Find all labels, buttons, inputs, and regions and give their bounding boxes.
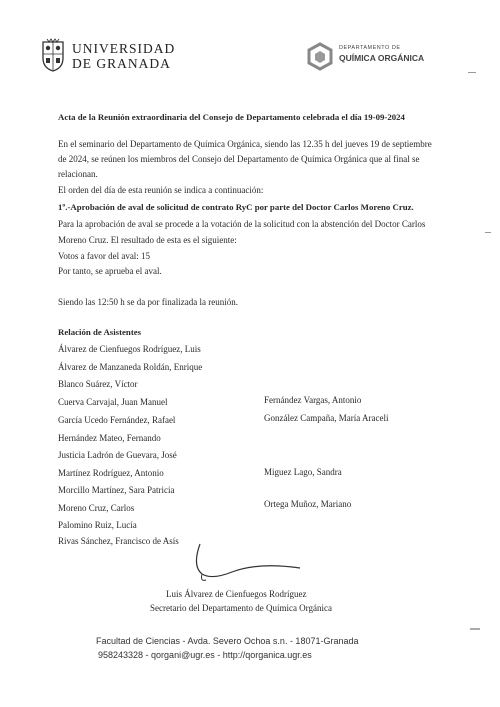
university-crest-icon — [40, 38, 66, 72]
agenda-item: 1º.-Aprobación de aval de solicitud de contrato RyC por parte del Doctor Carlos Moreno Cruz. — [58, 202, 414, 212]
attendee-right: González Campaña, María Araceli — [264, 413, 389, 423]
document-title: Acta de la Reunión extraordinaria del Consejo de Departamento celebrada el día 19-09-2024 — [58, 112, 405, 122]
footer-contact: 958243328 - qorgani@ugr.es - http://qorganica.ugr.es — [98, 650, 312, 660]
attendee-left: Justicia Ladrón de Guevara, José — [58, 450, 177, 460]
attendee-right: Fernández Vargas, Antonio — [264, 395, 362, 405]
attendee-left: Álvarez de Cienfuegos Rodríguez, Luis — [58, 344, 201, 354]
intro-line-2: de 2024, se reúnen los miembros del Consejo del Departamento de Química Orgánica que al final se — [58, 154, 420, 164]
attendee-left: Morcillo Martínez, Sara Patricia — [58, 485, 175, 495]
university-name-line2: DE GRANADA — [72, 56, 171, 71]
approval-line-1: Para la aprobación de aval se procede a la votación de la solicitud con la abstención del Doctor Carlos — [58, 219, 426, 229]
footer-address: Facultad de Ciencias - Avda. Severo Ochoa s.n. - 18071-Granada — [96, 636, 359, 646]
scan-mark — [470, 628, 480, 630]
attendee-left: Cuerva Carvajal, Juan Manuel — [58, 397, 168, 407]
intro-line-1: En el seminario del Departamento de Química Orgánica, siendo las 12.35 h del jueves 19 de septiembre — [58, 139, 432, 149]
handwritten-signature — [188, 538, 308, 588]
department-label: QUÍMICA ORGÁNICA — [339, 53, 425, 63]
department-label-small: DEPARTAMENTO DE — [339, 45, 401, 51]
agenda-intro: El orden del día de esta reunión se indica a continuación: — [58, 185, 264, 195]
attendees-heading: Relación de Asistentes — [58, 327, 142, 337]
conclusion: Por tanto, se aprueba el aval. — [58, 266, 162, 276]
intro-line-3: relacionan. — [58, 169, 98, 179]
attendee-left: Palomino Ruiz, Lucía — [58, 520, 137, 530]
attendee-right: Miguez Lago, Sandra — [264, 467, 342, 477]
department-logo-icon — [306, 42, 334, 72]
scan-mark — [485, 232, 491, 233]
votes-result: Votos a favor del aval: 15 — [58, 251, 151, 261]
attendee-left: Álvarez de Manzaneda Roldán, Enrique — [58, 362, 203, 372]
attendee-left: Blanco Suárez, Víctor — [58, 379, 138, 389]
signatory-role: Secretario del Departamento de Química Orgánica — [150, 603, 333, 613]
attendee-left: Moreno Cruz, Carlos — [58, 503, 135, 513]
attendee-left: García Ucedo Fernández, Rafael — [58, 415, 176, 425]
scan-mark — [468, 72, 476, 73]
approval-line-2: Moreno Cruz. El resultado de esta es el siguiente: — [58, 235, 237, 245]
attendee-left: Rivas Sánchez, Francisco de Asís — [58, 536, 179, 546]
closing-statement: Siendo las 12:50 h se da por finalizada la reunión. — [58, 297, 238, 307]
attendee-left: Martínez Rodríguez, Antonio — [58, 468, 164, 478]
attendee-left: Hernández Mateo, Fernando — [58, 433, 161, 443]
signatory-name: Luis Álvarez de Cienfuegos Rodríguez — [166, 589, 307, 599]
university-name-line1: UNIVERSIDAD — [72, 41, 176, 56]
attendee-right: Ortega Muñoz, Mariano — [264, 499, 352, 509]
